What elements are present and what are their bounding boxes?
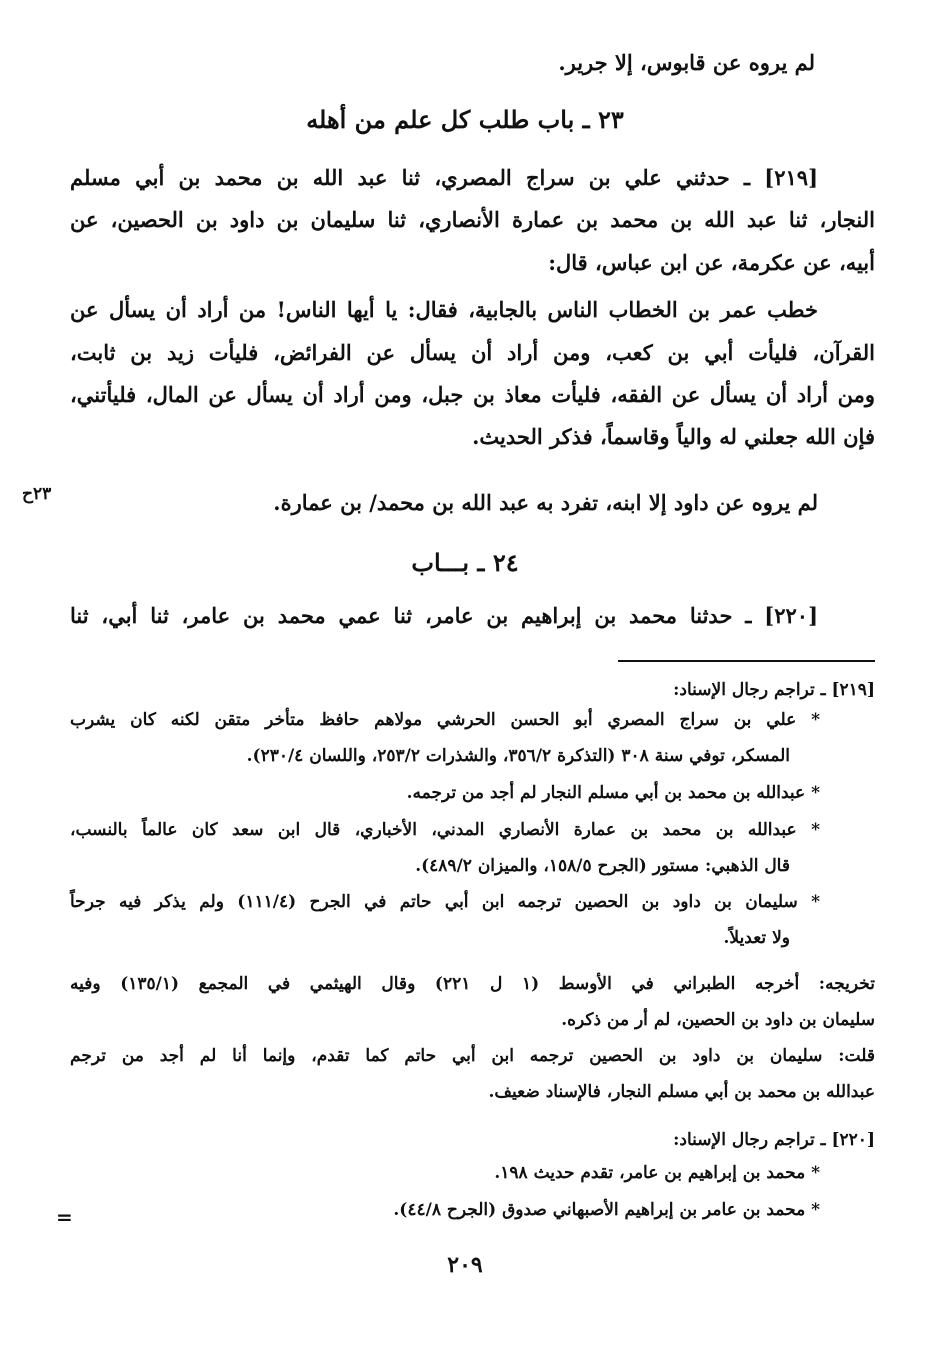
hadith-219-note: لم يروه عن داود إلا ابنه، تفرد به عبد الله بن محمد/ بن عمارة.	[273, 490, 818, 515]
takhrij-line-1: تخريجه: أخرجه الطبراني في الأوسط (١ ل ٢٢١) وقال الهيثمي في المجمع (١٣٥/١) وفيه	[70, 974, 875, 994]
section-23-heading: ٢٣ ـ باب طلب كل علم من أهله	[306, 105, 624, 134]
footnote-219-line-5: قال الذهبي: مستور (الجرح ١٥٨/٥، والميزان ٤٨٩/٢).	[415, 856, 790, 876]
takhrij-line-2: سليمان بن داود بن الحصين، لم أر من ذكره.	[561, 1010, 875, 1030]
hadith-219-line-3: أبيه، عن عكرمة، عن ابن عباس، قال:	[548, 250, 875, 275]
footnote-219-line-4: * عبدالله بن محمد بن عمارة الأنصاري المدني، الأخباري، قال ابن سعد كان عالماً بالنسب،	[70, 820, 820, 840]
footnote-219-line-7: ولا تعديلاً.	[723, 928, 790, 948]
hadith-219-text-3: ومن أراد أن يسأل عن الفقه، فليأت معاذ بن جبل، ومن أراد أن يسأل عن المال، فليأتني،	[70, 382, 875, 407]
continuation-mark: =	[56, 1205, 73, 1229]
footnote-219-line-2: المسكر، توفي سنة ٣٠٨ (التذكرة ٣٥٦/٢، والشذرات ٢٥٣/٢، واللسان ٢٣٠/٤).	[246, 746, 790, 766]
footnote-220-line-2: * محمد بن عامر بن إبراهيم الأصبهاني صدوق (الجرح ٤٤/٨).	[393, 1200, 820, 1220]
takhrij-line-4: عبدالله بن محمد بن أبي مسلم النجار، فالإسناد ضعيف.	[488, 1082, 875, 1102]
footnote-219-line-3: * عبدالله بن محمد بن أبي مسلم النجار لم أجد من ترجمه.	[406, 783, 820, 803]
footnote-220-line-1: * محمد بن إبراهيم بن عامر، تقدم حديث ١٩٨.	[494, 1163, 820, 1183]
hadith-219-line-2: النجار، ثنا عبد الله بن محمد بن عمارة الأنصاري، ثنا سليمان بن داود بن الحصين، عن	[70, 207, 875, 232]
hadith-220-line: [٢٢٠] ـ حدثنا محمد بن إبراهيم بن عامر، ثنا عمي محمد بن عامر، ثنا أبي، ثنا	[70, 603, 818, 628]
footnote-219-line-6: * سليمان بن داود بن الحصين ترجمه ابن أبي حاتم في الجرح (١١١/٤) ولم يذكر فيه جرحاً	[70, 892, 820, 912]
footnote-divider	[618, 660, 875, 662]
takhrij-line-3: قلت: سليمان بن داود بن الحصين ترجمه ابن أبي حاتم كما تقدم، وإنما أنا لم أجد من ترجم	[70, 1046, 875, 1066]
footnote-220-title: [٢٢٠] ـ تراجم رجال الإسناد:	[673, 1130, 875, 1150]
hadith-219-text-4: فإن الله جعلني له والياً وقاسماً، فذكر الحديث.	[472, 424, 875, 449]
top-line: لم يروه عن قابوس، إلا جرير.	[558, 50, 815, 75]
section-24-heading: ٢٤ ـ بـــاب	[411, 548, 519, 577]
page-number: ٢٠٩	[447, 1252, 483, 1278]
footnote-219-line-1: * علي بن سراج المصري أبو الحسن الحرشي مولاهم حافظ متأخر متقن لكنه كان يشرب	[70, 710, 820, 730]
hadith-219-text-2: القرآن، فليأت أبي بن كعب، ومن أراد أن يسأل عن الفرائض، فليأت زيد بن ثابت،	[70, 340, 875, 365]
hadith-219-text-1: خطب عمر بن الخطاب الناس بالجابية، فقال: يا أيها الناس! من أراد أن يسأل عن	[70, 297, 818, 322]
footnote-219-title: [٢١٩] ـ تراجم رجال الإسناد:	[673, 680, 875, 700]
hadith-219-line-1: [٢١٩] ـ حدثني علي بن سراج المصري، ثنا عبد الله بن محمد بن أبي مسلم	[70, 165, 818, 190]
margin-note: ٢٣ح	[22, 484, 52, 504]
